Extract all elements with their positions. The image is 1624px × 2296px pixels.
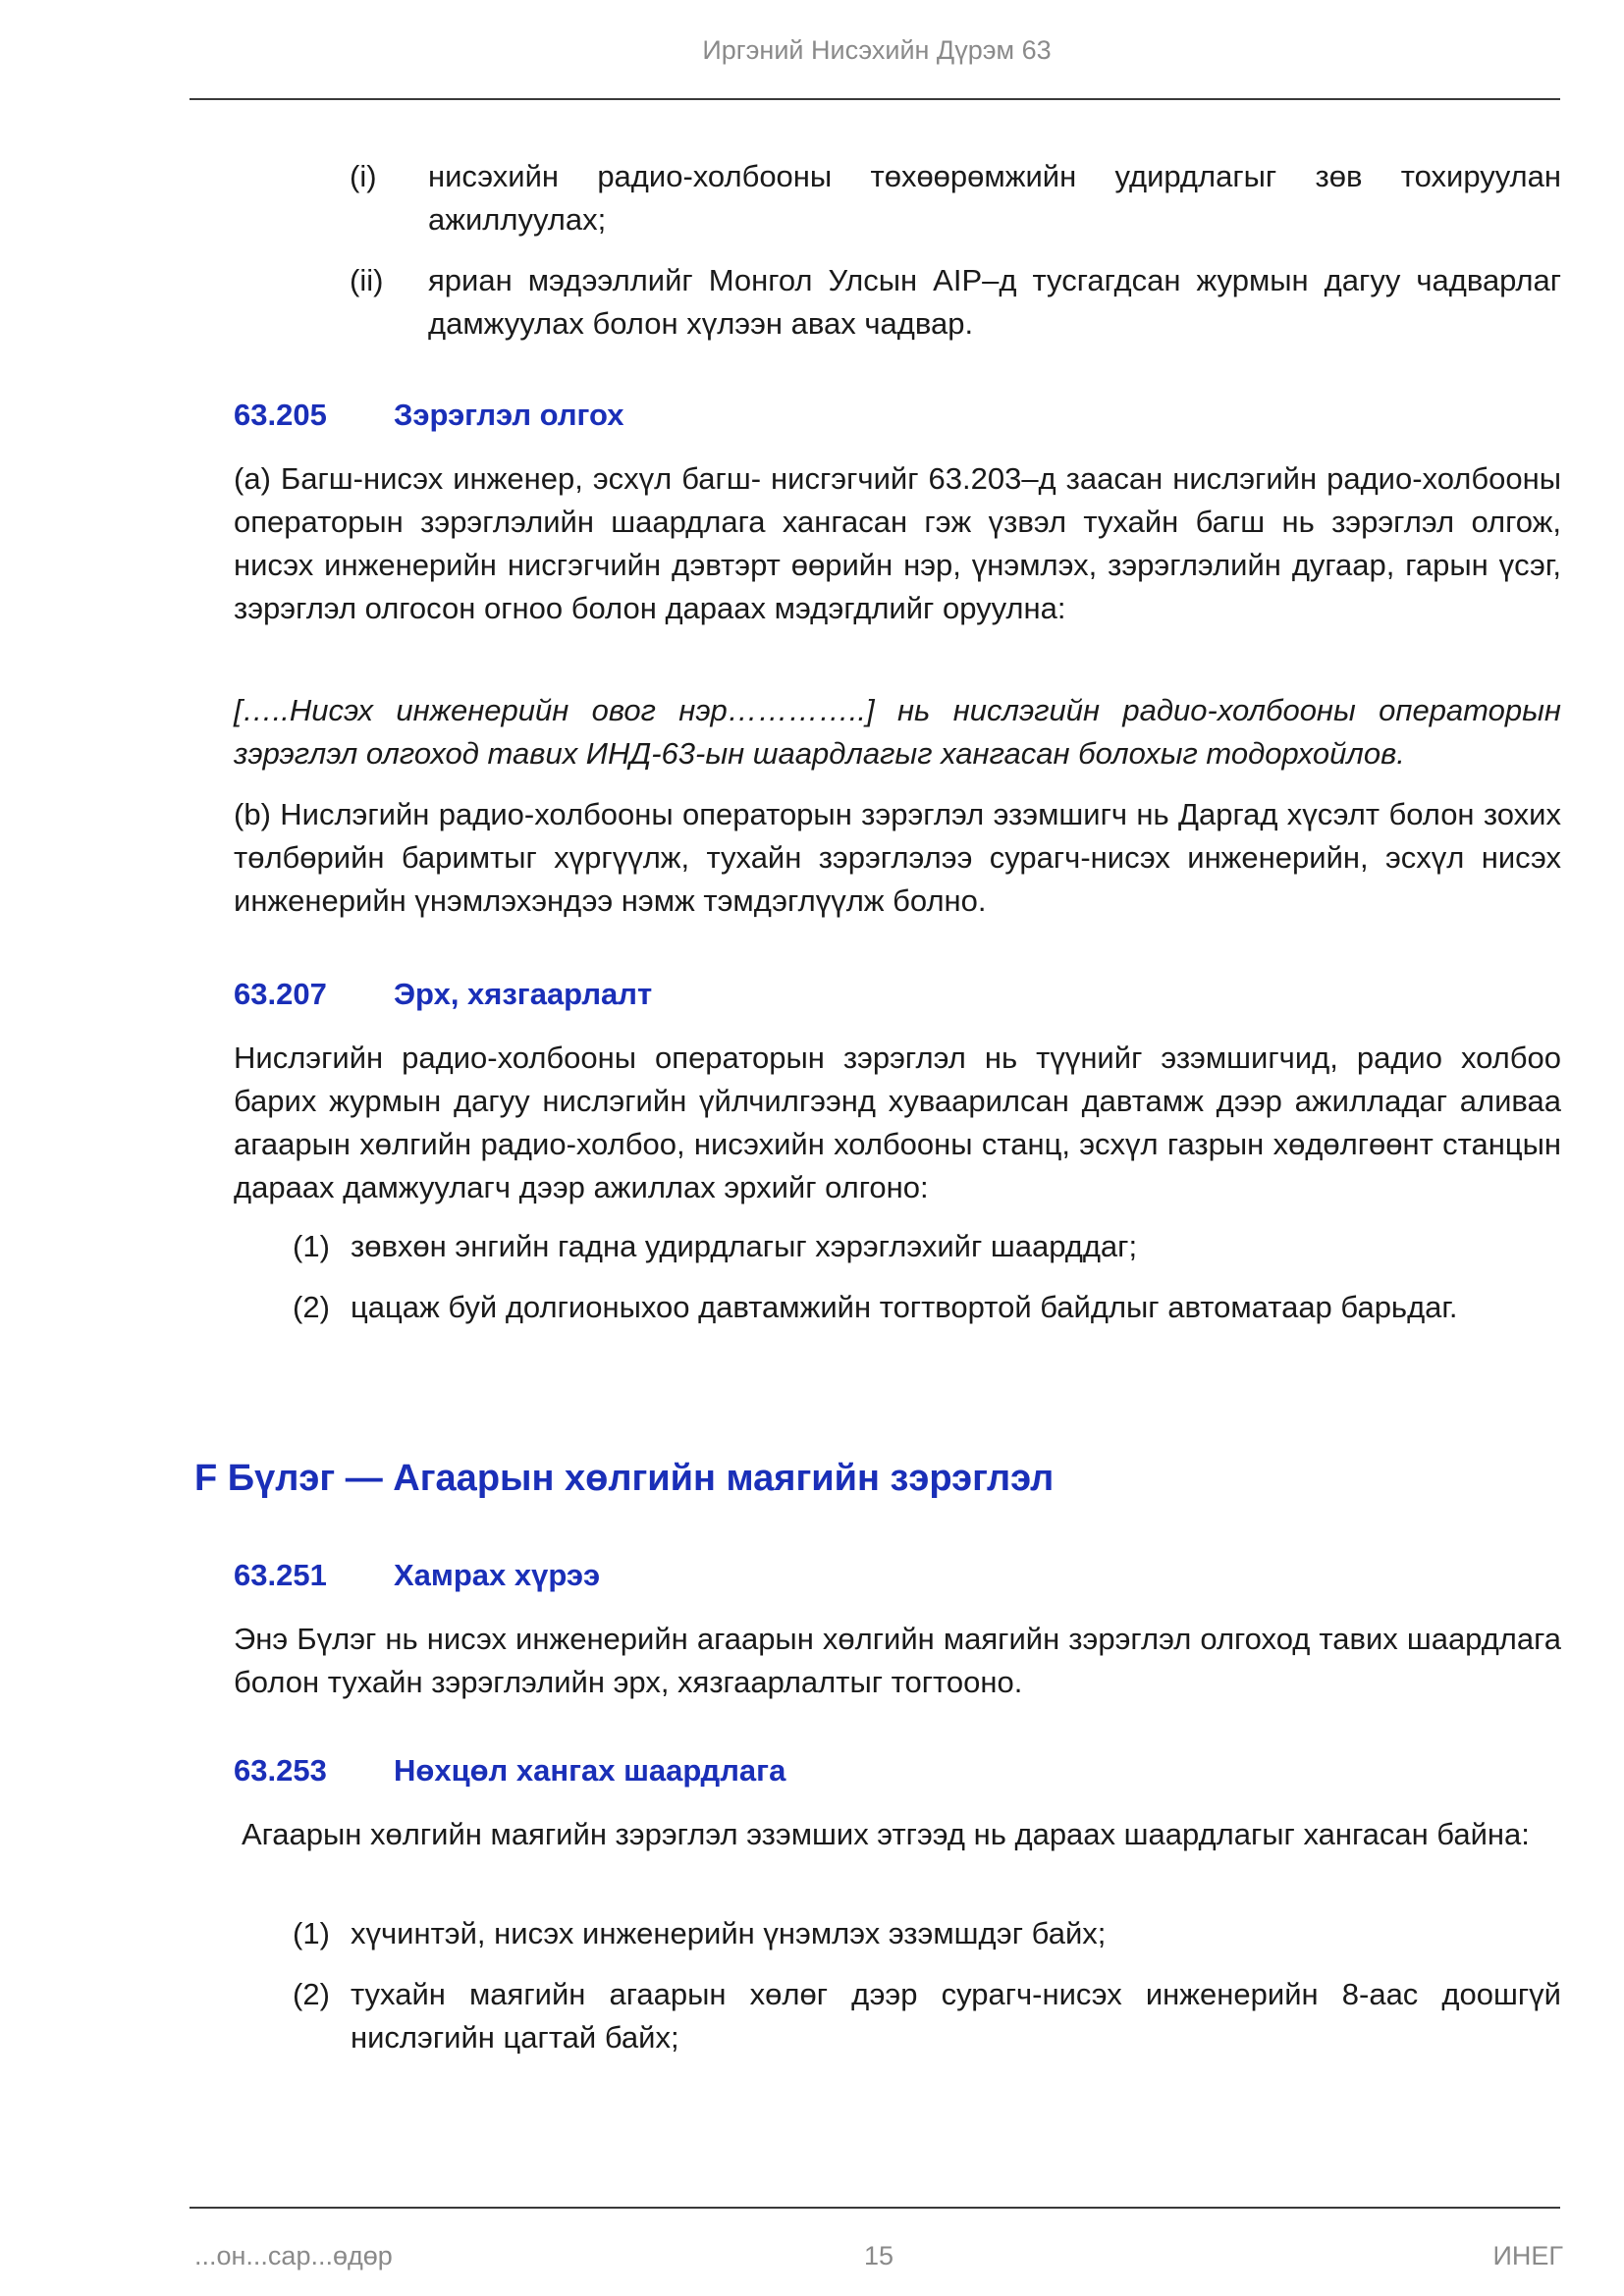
footer-divider [189,2207,1560,2209]
page-number: 15 [863,2241,894,2270]
list-item-text: зөвхөн энгийн гадна удирдлагыг хэрэглэхийг шаарддаг; [351,1229,1138,1263]
list-item-text: хүчинтэй, нисэх инженерийн үнэмлэх эзэмшдэг байх; [351,1916,1107,1950]
section-title: Эрх, хязгаарлалт [394,977,653,1011]
list-marker: (2) [293,1290,330,1324]
list-marker: (1) [293,1229,330,1263]
paragraph-63-205-b: (b) Нислэгийн радио-холбооны операторын зэрэглэл эзэмшигч нь Даргад хүсэлт болон зохих төлбөрийн баримтыг хүргүүлж, тухайн зэрэглэлээ сурагч-нисэх инженерийн, эсхүл нисэх инженерийн үнэмлэхэндээ нэмж тэмдэглүүлж болно. [234,797,1561,918]
list-marker: (ii) [350,263,384,297]
list-marker: (i) [350,159,377,193]
section-title: Нөхцөл хангах шаардлага [394,1753,786,1788]
chapter-heading: F Бүлэг — Агаарын хөлгийн маягийн зэрэглэл [194,1458,1055,1499]
paragraph-63-207: Нислэгийн радио-холбооны операторын зэрэглэл нь түүнийг эзэмшигчид, радио холбоо барих журмын дагуу нислэгийн үйлчилгээнд хуваарилсан давтамж дээр ажилладаг аливаа агаарын хөлгийн радио-холбоо, нисэхийн холбооны станц, эсхүл газрын хөдөлгөөнт станцын дараах дамжуулагч дээр ажиллах эрхийг олгоно: [234,1041,1561,1204]
certification-statement: […..Нисэх инженерийн овог нэр…………..] нь нислэгийн радио-холбооны операторын зэрэглэл олгоход тавих ИНД-63-ын шаардлагыг хангасан болохыг тодорхойлов. [234,693,1561,771]
section-number: 63.251 [234,1558,327,1592]
list-item-text: нисэхийн радио-холбооны төхөөрөмжийн удирдлагыг зөв тохируулан ажиллуулах; [428,159,1561,237]
header-title: Иргэний Нисэхийн Дүрэм 63 [702,35,1052,65]
list-item-text: цацаж буй долгионыхоо давтамжийн тогтвортой байдлыг автоматаар барьдаг. [351,1290,1458,1324]
footer-organization: ИНЕГ [1492,2241,1563,2270]
section-title: Хамрах хүрээ [394,1558,601,1592]
section-number: 63.207 [234,977,327,1011]
paragraph-63-205-a: (a) Багш-нисэх инженер, эсхүл багш- нисгэгчийг 63.203–д заасан нислэгийн радио-холбооны операторын зэрэглэлийн шаардлага хангасан гэж үзвэл тухайн багш нь зэрэглэл олгож, нисэх инженерийн нисгэгчийн дэвтэрт өөрийн нэр, үнэмлэх, зэрэглэлийн дугаар, гарын үсэг, зэрэглэл олгосон огноо болон дараах мэдэгдлийг оруулна: [234,461,1561,625]
list-item-text: тухайн маягийн агаарын хөлөг дээр сурагч-нисэх инженерийн 8-аас доошгүй нислэгийн цагтай байх; [351,1977,1561,2055]
list-item-text: яриан мэдээллийг Монгол Улсын AIP–д тусгагдсан журмын дагуу чадварлаг дамжуулах болон хүлээн авах чадвар. [428,263,1561,341]
list-marker: (1) [293,1916,330,1950]
header-divider [189,98,1560,100]
section-number: 63.205 [234,398,327,432]
footer-date: ...он...сар...өдөр [194,2241,393,2270]
section-number: 63.253 [234,1753,327,1788]
list-marker: (2) [293,1977,330,2011]
paragraph-63-251: Энэ Бүлэг нь нисэх инженерийн агаарын хөлгийн маягийн зэрэглэл олгоход тавих шаардлага болон тухайн зэрэглэлийн эрх, хязгаарлалтыг тогтооно. [234,1622,1561,1699]
paragraph-63-253: Агаарын хөлгийн маягийн зэрэглэл эзэмших этгээд нь дараах шаардлагыг хангасан байна: [242,1817,1530,1851]
section-title: Зэрэглэл олгох [394,398,624,432]
